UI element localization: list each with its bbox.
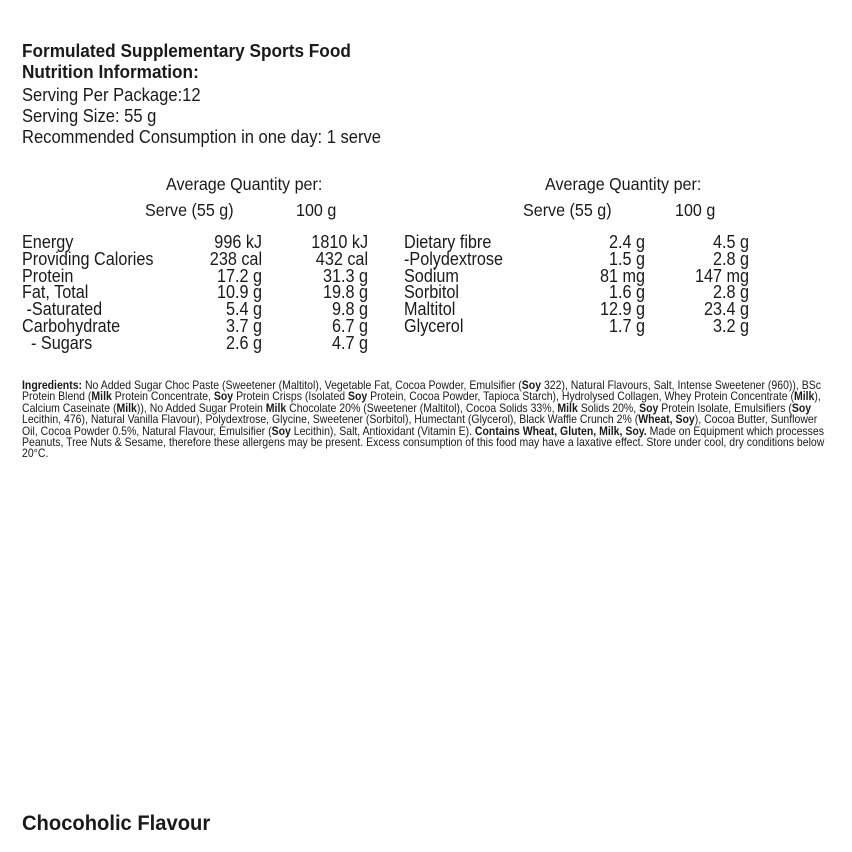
ingredient-text: Lecithin, 476), Natural Vanilla Flavour), Polydextrose, Glycine, Sweetener (Sorbitol), Humectant (Glycerol), Black Waffle Crunch 2% ( [22,413,639,427]
right-col-100g-heading: 100 g [675,200,716,220]
ingredient-text: 322), Natural Flavours, Salt, Intense Sweetener (960)), BSc Protein Blend ( [22,379,821,404]
nutrient-name: Fat, Total [22,282,89,303]
right-per100-values [689,234,749,335]
nutrient-name: Providing Calories [22,248,154,269]
ingredient-text: Protein Isolate, Emulsifiers ( [658,401,792,415]
serving-size: Serving Size: 55 g [22,106,157,126]
allergen-text: Soy [271,424,291,438]
ingredient-text: ), Cocoa Butter, Sunflower Oil, Cocoa Powder 0.5%, Natural Flavour, Emulsifier ( [22,413,818,438]
nutrient-name: -Polydextrose [404,248,504,269]
nutrient-name: Sodium [404,265,459,286]
left-per100-values [305,234,368,352]
serve-value: 1.6 g [608,282,645,303]
ingredient-text: )), No Added Sugar Protein [136,401,266,415]
allergen-text: Milk [91,390,112,404]
serve-value: 17.2 g [216,265,262,286]
per100-value: 147 mg [694,265,749,286]
nutrient-name: Dietary fibre [404,232,492,252]
ingredient-text: Protein Concentrate, [111,390,214,404]
per100-value: 6.7 g [331,315,368,336]
right-nutrient-names [404,234,514,335]
ingredient-text: Protein Crisps (Isolated [233,390,349,404]
allergen-text: Milk [265,401,287,415]
serving-info [22,85,412,148]
serve-value: 5.4 g [225,299,262,320]
serve-value: 238 cal [209,248,262,269]
nutrition-information-heading: Nutrition Information: [22,61,199,82]
per100-value: 2.8 g [712,248,749,269]
left-table-heading: Average Quantity per: [166,174,323,194]
serve-value: 2.6 g [225,332,262,353]
left-col-100g-heading: 100 g [296,200,337,220]
allergen-text: Soy [521,379,542,392]
per100-value: 3.2 g [712,315,749,336]
left-serve-values [204,234,262,352]
per100-value: 23.4 g [703,299,749,320]
per100-value: 1810 kJ [311,232,368,252]
right-table-heading: Average Quantity per: [545,174,702,194]
ingredient-text: ), Calcium Caseinate ( [22,390,821,415]
nutrient-name: Protein [22,265,74,286]
allergen-text: Milk [557,401,578,415]
per100-value: 19.8 g [322,282,368,303]
allergen-text: Soy [348,390,368,404]
nutrient-name: - Sugars [22,332,93,353]
product-title: Formulated Supplementary Sports Food [22,40,351,61]
recommended-consumption: Recommended Consumption in one day: 1 serve [22,127,382,147]
ingredient-text: Protein, Cocoa Powder, Tapioca Starch), Hydrolysed Collagen, Whey Protein Concentrate ( [367,390,794,404]
per100-value: 31.3 g [322,265,368,286]
right-col-serve-heading: Serve (55 g) [523,200,612,220]
label-header [22,40,376,82]
allergen-text: Soy [639,401,659,415]
allergen-text: Milk [793,390,815,404]
serve-value: 81 mg [599,265,645,286]
serve-value: 2.4 g [608,232,645,252]
ingredient-text: Lecithin), Salt, Antioxidant (Vitamin E). [290,424,475,438]
allergen-text: Milk [116,401,137,415]
serve-value: 12.9 g [599,299,645,320]
nutrient-name: Maltitol [404,299,456,320]
nutrient-name: Carbohydrate [22,315,121,336]
per100-value: 2.8 g [712,282,749,303]
allergen-text: Wheat, Soy [638,413,695,427]
serve-value: 10.9 g [216,282,262,303]
ingredient-text: Solids 20%, [577,401,640,415]
serve-value: 1.7 g [608,315,645,336]
nutrient-name: -Saturated [22,299,103,320]
ingredients-paragraph [22,380,827,460]
per100-value: 4.7 g [331,332,368,353]
nutrient-name: Energy [22,232,74,252]
ingredient-text: Made on Equipment which processes Peanuts, Tree Nuts & Sesame, therefore these allergens may be present. Excess consumption of this food may have a laxative effect. Store under cool, dry conditions below 20°C. [22,424,825,461]
servings-per-package: Serving Per Package:12 [22,85,201,105]
nutrient-name: Glycerol [404,315,464,336]
ingredient-text: Chocolate 20% (Sweetener (Maltitol), Cocoa Solids 33%, [286,401,558,415]
flavour-name: Chocoholic Flavour [22,812,211,835]
serve-value: 1.5 g [608,248,645,269]
nutrient-name: Sorbitol [404,282,459,303]
per100-value: 432 cal [315,248,368,269]
allergen-text: Soy [213,390,234,404]
left-col-serve-heading: Serve (55 g) [145,200,234,220]
allergen-text: Contains Wheat, Gluten, Milk, Soy. [474,424,647,438]
ingredients-label: Ingredients: [22,379,83,392]
serve-value: 996 kJ [214,232,262,252]
left-nutrient-names [22,234,168,352]
ingredient-text: No Added Sugar Choc Paste (Sweetener (Maltitol), Vegetable Fat, Cocoa Powder, Emulsifier ( [82,379,522,392]
serve-value: 3.7 g [225,315,262,336]
per100-value: 9.8 g [331,299,368,320]
right-serve-values [595,234,645,335]
allergen-text: Soy [791,401,812,415]
per100-value: 4.5 g [712,232,749,252]
